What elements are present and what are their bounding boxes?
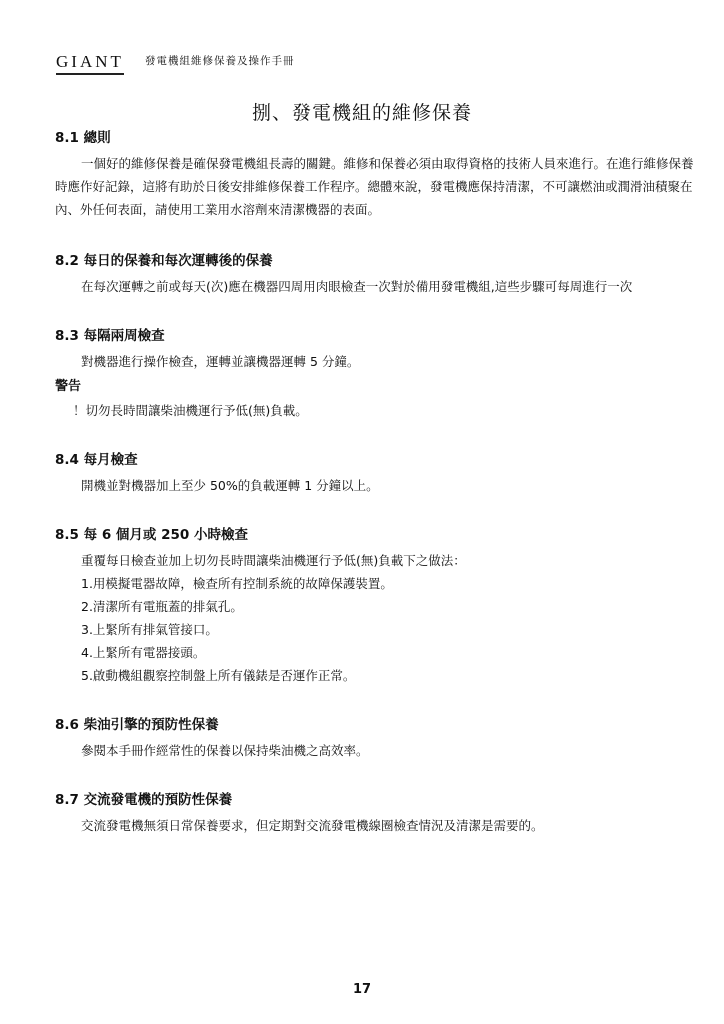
section-8-7 [55, 790, 695, 837]
section-8-3 [55, 326, 695, 422]
section-body: 交流發電機無須日常保養要求，但定期對交流發電機線圈檢查情況及清潔是需要的。 [81, 818, 544, 833]
section-title: 8.3 每隔兩周檢查 [55, 328, 165, 344]
section-title: 8.1 總則 [55, 130, 111, 146]
section-title: 8.7 交流發電機的預防性保養 [55, 792, 233, 808]
section-body: 在每次運轉之前或每天(次)應在機器四周用肉眼檢查一次對於備用發電機組,這些步驟可每周進行一次 [81, 279, 633, 294]
list-item: 1.用模擬電器故障，檢查所有控制系統的故障保護裝置。 [81, 576, 393, 591]
manual-subtitle: 發電機組維修保養及操作手冊 [144, 55, 295, 67]
section-body: 對機器進行操作檢查，運轉並讓機器運轉 5 分鐘。 [81, 354, 360, 369]
list-item: 2.清潔所有電瓶蓋的排氣孔。 [81, 599, 243, 614]
page-number: 17 [352, 982, 372, 997]
section-8-2 [55, 251, 695, 298]
list-item: 5.啟動機組觀察控制盤上所有儀錶是否運作正常。 [81, 668, 356, 683]
section-title: 8.5 每 6 個月或 250 小時檢查 [55, 527, 248, 543]
list-item: 3.上緊所有排氣管接口。 [81, 622, 218, 637]
page-header [56, 52, 676, 75]
section-title: 8.4 每月檢查 [55, 452, 138, 468]
section-title: 8.6 柴油引擎的預防性保養 [55, 717, 219, 733]
chapter-title: 捌、發電機組的維修保養 [251, 102, 472, 124]
section-8-5 [55, 525, 695, 687]
section-intro: 重覆每日檢查並加上切勿長時間讓柴油機運行予低(無)負載下之做法： [81, 553, 466, 568]
section-8-6 [55, 715, 695, 762]
section-body: 一個好的維修保養是確保發電機組長壽的關鍵。維修和保養必須由取得資格的技術人員來進行。在進行維修保養時應作好記錄，這將有助於日後安排維修保養工作程序。總體來說，發電機應保持清潔，不可讓燃油或潤滑油積聚在內、外任何表面，請使用工業用水溶劑來清潔機器的表面。 [55, 156, 694, 217]
warning-label: 警告 [55, 379, 82, 394]
section-title: 8.2 每日的保養和每次運轉後的保養 [55, 253, 273, 269]
section-body: 開機並對機器加上至少 50%的負載運轉 1 分鐘以上。 [81, 478, 379, 493]
warning-text: ！切勿長時間讓柴油機運行予低(無)負載。 [73, 403, 308, 418]
section-8-4 [55, 450, 695, 497]
section-body: 參閱本手冊作經常性的保養以保持柴油機之高效率。 [81, 743, 369, 758]
page-content [55, 128, 695, 837]
list-item: 4.上緊所有電器接頭。 [81, 645, 206, 660]
section-8-1 [55, 128, 695, 221]
brand-logo-text: GIANT [56, 52, 124, 75]
